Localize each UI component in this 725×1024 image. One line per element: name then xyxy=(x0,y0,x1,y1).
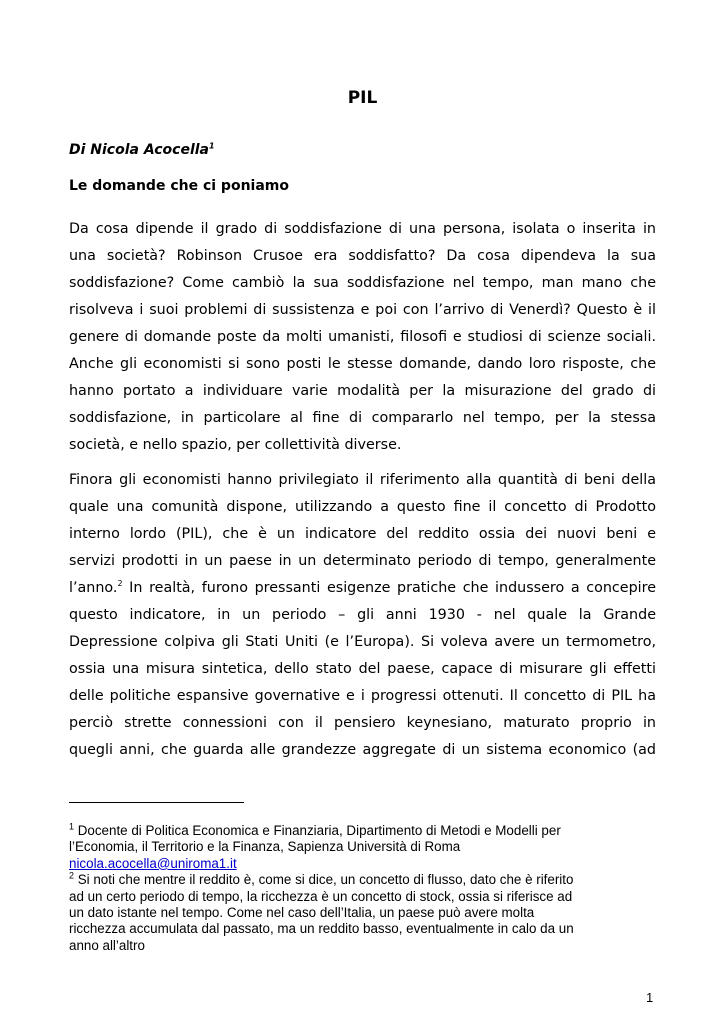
text-line: una società? Robinson Crusoe era soddisfatto? Da cosa dipendeva la sua xyxy=(69,248,656,264)
text-line: società, e nello spazio, per collettività diverse. xyxy=(69,437,402,453)
text-line: hanno portato a individuare varie modalità per la misurazione del grado di xyxy=(69,383,656,399)
footnote-2 xyxy=(69,872,659,954)
paragraph-2 xyxy=(69,467,656,764)
footnote-number: 1 xyxy=(69,821,75,832)
text-line: soddisfazione? Come cambiò la sua soddisfazione nel tempo, man mano che xyxy=(69,275,656,291)
author-name: Di Nicola Acocella xyxy=(69,142,210,158)
text-line: Da cosa dipende il grado di soddisfazione di una persona, isolata o inserita in xyxy=(69,221,656,237)
author-email-link[interactable]: nicola.acocella@uniroma1.it xyxy=(69,855,237,871)
text-line: questo indicatore, in un periodo – gli anni 1930 - nel quale la Grande xyxy=(69,607,656,623)
footnote-text: un dato istante nel tempo. Come nel caso dell’Italia, un paese può avere molta xyxy=(69,905,535,921)
text-line: delle politiche espansive governative e i progressi ottenuti. Il concetto di PIL ha xyxy=(69,688,656,704)
text-line: interno lordo (PIL), che è un indicatore del reddito ossia dei nuovi beni e xyxy=(69,526,656,542)
section-heading: Le domande che ci poniamo xyxy=(69,178,289,194)
footnote-text: Si noti che mentre il reddito è, come si dice, un concetto di flusso, dato che è riferito xyxy=(74,872,574,888)
footnote-ref-1[interactable]: 1 xyxy=(209,141,215,151)
text-fragment: l’anno. xyxy=(69,580,118,596)
page-number: 1 xyxy=(646,990,654,1005)
author-byline xyxy=(69,142,215,158)
text-line: risolveva i suoi problemi di sussistenza e poi con l’arrivo di Venerdì? Questo è il xyxy=(69,302,656,318)
text-line: Depressione colpiva gli Stati Uniti (e l’Europa). Si voleva avere un termometro, xyxy=(69,634,656,650)
footnote-1 xyxy=(69,823,659,872)
text-line: perciò strette connessioni con il pensiero keynesiano, maturato proprio in xyxy=(69,715,656,731)
text-line: servizi prodotti in un paese in un determinato periodo di tempo, generalmente xyxy=(69,553,656,569)
text-line: Finora gli economisti hanno privilegiato il riferimento alla quantità di beni della xyxy=(69,472,656,488)
text-fragment: In realtà, furono pressanti esigenze pratiche che indussero a concepire xyxy=(122,580,656,596)
text-line: soddisfazione, in particolare al fine di compararlo nel tempo, per la stessa xyxy=(69,410,656,426)
footnote-separator xyxy=(69,802,244,803)
footnote-text: anno all’altro xyxy=(69,937,145,953)
footnote-text: Docente di Politica Economica e Finanziaria, Dipartimento di Metodi e Modelli per xyxy=(74,823,561,838)
text-line: ossia una misura sintetica, dello stato del paese, capace di misurare gli effetti xyxy=(69,661,656,677)
paragraph-1 xyxy=(69,216,656,459)
text-line: genere di domande poste da molti umanisti, filosofi e studiosi di scienze sociali. xyxy=(69,329,656,345)
footnotes xyxy=(69,823,659,954)
text-line: Anche gli economisti si sono posti le stesse domande, dando loro risposte, che xyxy=(69,356,656,372)
text-line: quegli anni, che guarda alle grandezze aggregate di un sistema economico (ad xyxy=(69,742,656,758)
footnote-text: l’Economia, il Territorio e la Finanza, Sapienza Università di Roma xyxy=(69,839,461,855)
text-line-with-footnote xyxy=(69,575,656,602)
footnote-number: 2 xyxy=(69,870,75,881)
footnote-ref-2[interactable]: 2 xyxy=(117,579,123,589)
footnote-text: ad un certo periodo di tempo, la ricchezza è un concetto di stock, ossia si riferisce ad xyxy=(69,888,573,904)
footnote-text: ricchezza accumulata dal passato, ma un reddito basso, eventualmente in calo da un xyxy=(69,921,574,937)
text-line: quale una comunità dispone, utilizzando a questo fine il concetto di Prodotto xyxy=(69,499,656,515)
document-title: PIL xyxy=(347,88,378,108)
